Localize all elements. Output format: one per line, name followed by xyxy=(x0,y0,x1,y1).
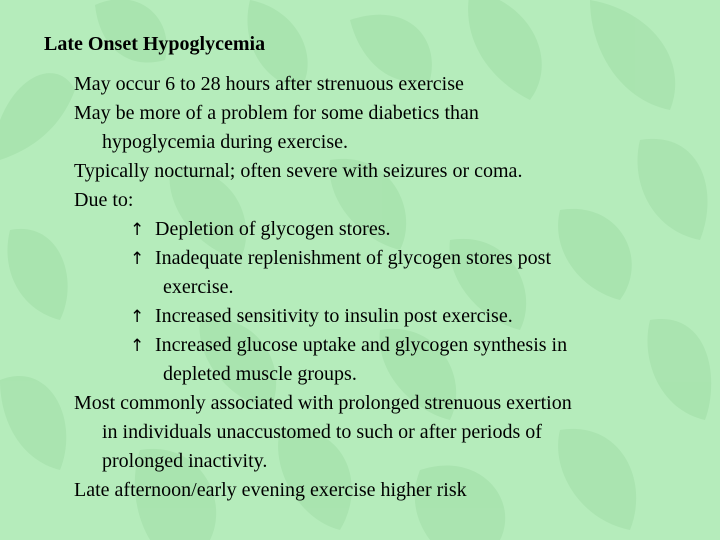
body-line-continued: in individuals unaccustomed to such or after periods of xyxy=(102,421,542,443)
slide-title: Late Onset Hypoglycemia xyxy=(44,33,266,55)
bullet-item xyxy=(74,302,704,331)
bullet-item xyxy=(74,244,704,273)
up-arrow-icon: ↑ xyxy=(130,307,145,327)
body-line-continued: prolonged inactivity. xyxy=(102,450,268,472)
body-line: May occur 6 to 28 hours after strenuous exercise xyxy=(74,73,464,95)
bullet-text-continued: exercise. xyxy=(163,276,234,298)
body-line: May be more of a problem for some diabetics than xyxy=(74,102,479,124)
body-line: Due to: xyxy=(74,189,134,211)
body-line: Most commonly associated with prolonged strenuous exertion xyxy=(74,392,572,414)
bullet-item xyxy=(74,215,704,244)
up-arrow-icon: ↑ xyxy=(130,336,145,356)
up-arrow-icon: ↑ xyxy=(130,249,145,269)
bullet-text: Increased sensitivity to insulin post exercise. xyxy=(155,305,513,327)
bullet-item xyxy=(74,331,704,360)
body-line: Typically nocturnal; often severe with seizures or coma. xyxy=(74,160,523,182)
up-arrow-icon: ↑ xyxy=(130,220,145,240)
body-line: Late afternoon/early evening exercise higher risk xyxy=(74,479,467,501)
bullet-text-continued: depleted muscle groups. xyxy=(163,363,357,385)
bullet-text: Inadequate replenishment of glycogen stores post xyxy=(155,247,551,269)
bullet-text: Increased glucose uptake and glycogen synthesis in xyxy=(155,334,568,356)
bullet-text: Depletion of glycogen stores. xyxy=(155,218,391,240)
body-line-continued: hypoglycemia during exercise. xyxy=(102,131,349,153)
slide-body xyxy=(74,70,704,505)
